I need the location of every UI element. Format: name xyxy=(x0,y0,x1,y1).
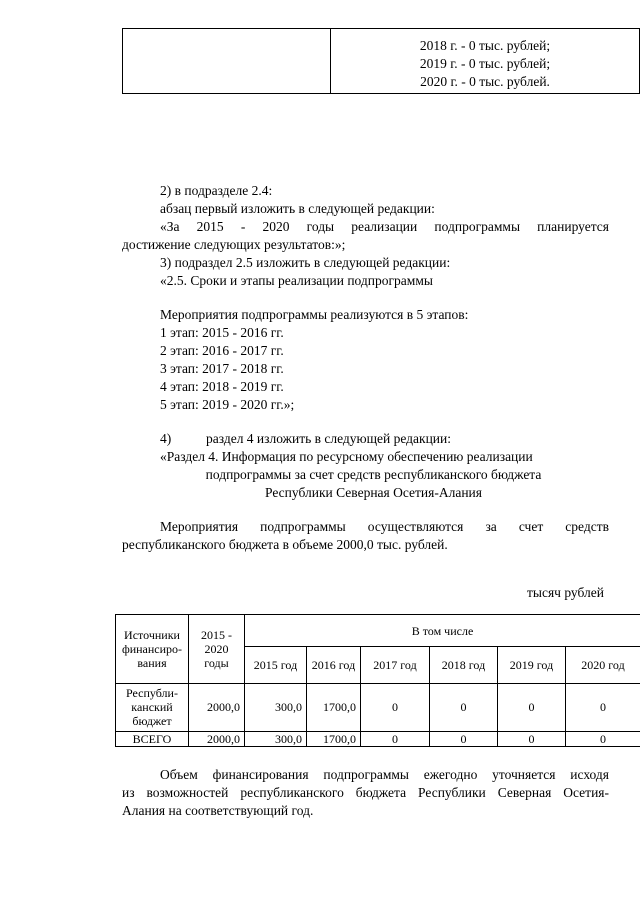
section-4-title-line3: Республики Северная Осетия-Алания xyxy=(265,485,482,500)
row-value: 0 xyxy=(498,683,566,731)
row-label: ВСЕГО xyxy=(116,731,189,746)
header-year: 2016 год xyxy=(307,647,361,683)
item-4-number: 4) xyxy=(160,431,172,446)
finance-table xyxy=(115,614,640,747)
row-total: 2000,0 xyxy=(189,683,245,731)
section-2-5-title: «2.5. Сроки и этапы реализации подпрограммы xyxy=(160,273,433,288)
header-source: Источники финансиро-вания xyxy=(116,615,189,684)
top-table xyxy=(122,28,640,94)
final-line3: Алания на соответствующий год. xyxy=(122,803,314,818)
row-value: 0 xyxy=(498,731,566,746)
top-line: 2020 г. - 0 тыс. рублей. xyxy=(420,74,550,89)
stage-item: 3 этап: 2017 - 2018 гг. xyxy=(160,361,284,376)
header-year: 2017 год xyxy=(361,647,430,683)
header-total: 2015 - 2020 годы xyxy=(189,615,245,684)
paragraph-abzac: абзац первый изложить в следующей редакции: xyxy=(160,201,435,216)
row-value: 0 xyxy=(566,731,640,746)
measures-line1: Мероприятия подпрограммы осуществляются за счет средств xyxy=(160,519,609,534)
table-row xyxy=(116,683,640,731)
final-line1: Объем финансирования подпрограммы ежегодно уточняется исходя xyxy=(160,767,609,782)
quote1-line1: «За 2015 - 2020 годы реализации подпрограммы планируется xyxy=(160,219,609,234)
row-value: 1700,0 xyxy=(307,683,361,731)
item-2: 2) в подразделе 2.4: xyxy=(160,183,273,198)
section-4-title-line1: «Раздел 4. Информация по ресурсному обеспечению реализации xyxy=(160,449,533,464)
final-line2: из возможностей республиканского бюджета Республики Северная Осетия- xyxy=(122,785,609,800)
row-value: 0 xyxy=(361,731,430,746)
top-line: 2018 г. - 0 тыс. рублей; xyxy=(419,38,551,53)
header-year: 2020 год xyxy=(566,647,640,683)
header-year: 2018 год xyxy=(430,647,498,683)
measures-line2: республиканского бюджета в объеме 2000,0 тыс. рублей. xyxy=(122,537,448,552)
units-label: тысяч рублей xyxy=(527,585,604,600)
item-3: 3) подраздел 2.5 изложить в следующей редакции: xyxy=(160,255,451,270)
stages-intro: Мероприятия подпрограммы реализуются в 5 этапов: xyxy=(160,307,469,322)
section-4-title-line2: подпрограммы за счет средств республиканского бюджета xyxy=(205,467,542,482)
header-year: 2019 год xyxy=(498,647,566,683)
row-total: 2000,0 xyxy=(189,731,245,746)
row-value: 300,0 xyxy=(245,731,307,746)
item-4-text: раздел 4 изложить в следующей редакции: xyxy=(206,431,452,446)
row-value: 0 xyxy=(566,683,640,731)
top-line: 2019 г. - 0 тыс. рублей; xyxy=(419,56,551,71)
row-value: 0 xyxy=(430,731,498,746)
stage-item: 1 этап: 2015 - 2016 гг. xyxy=(160,325,284,340)
header-year: 2015 год xyxy=(245,647,307,683)
row-value: 0 xyxy=(430,683,498,731)
row-label: Республи-канский бюджет xyxy=(116,683,189,731)
row-value: 300,0 xyxy=(245,683,307,731)
top-table-left-cell xyxy=(123,29,331,94)
stage-item: 5 этап: 2019 - 2020 гг.»; xyxy=(160,397,295,412)
header-including: В том числе xyxy=(245,615,640,647)
row-value: 0 xyxy=(361,683,430,731)
stage-item: 4 этап: 2018 - 2019 гг. xyxy=(160,379,284,394)
row-value: 1700,0 xyxy=(307,731,361,746)
quote1-line2: достижение следующих результатов:»; xyxy=(122,237,346,252)
stage-item: 2 этап: 2016 - 2017 гг. xyxy=(160,343,284,358)
top-table-right-cell xyxy=(331,29,640,94)
table-row xyxy=(116,731,640,746)
